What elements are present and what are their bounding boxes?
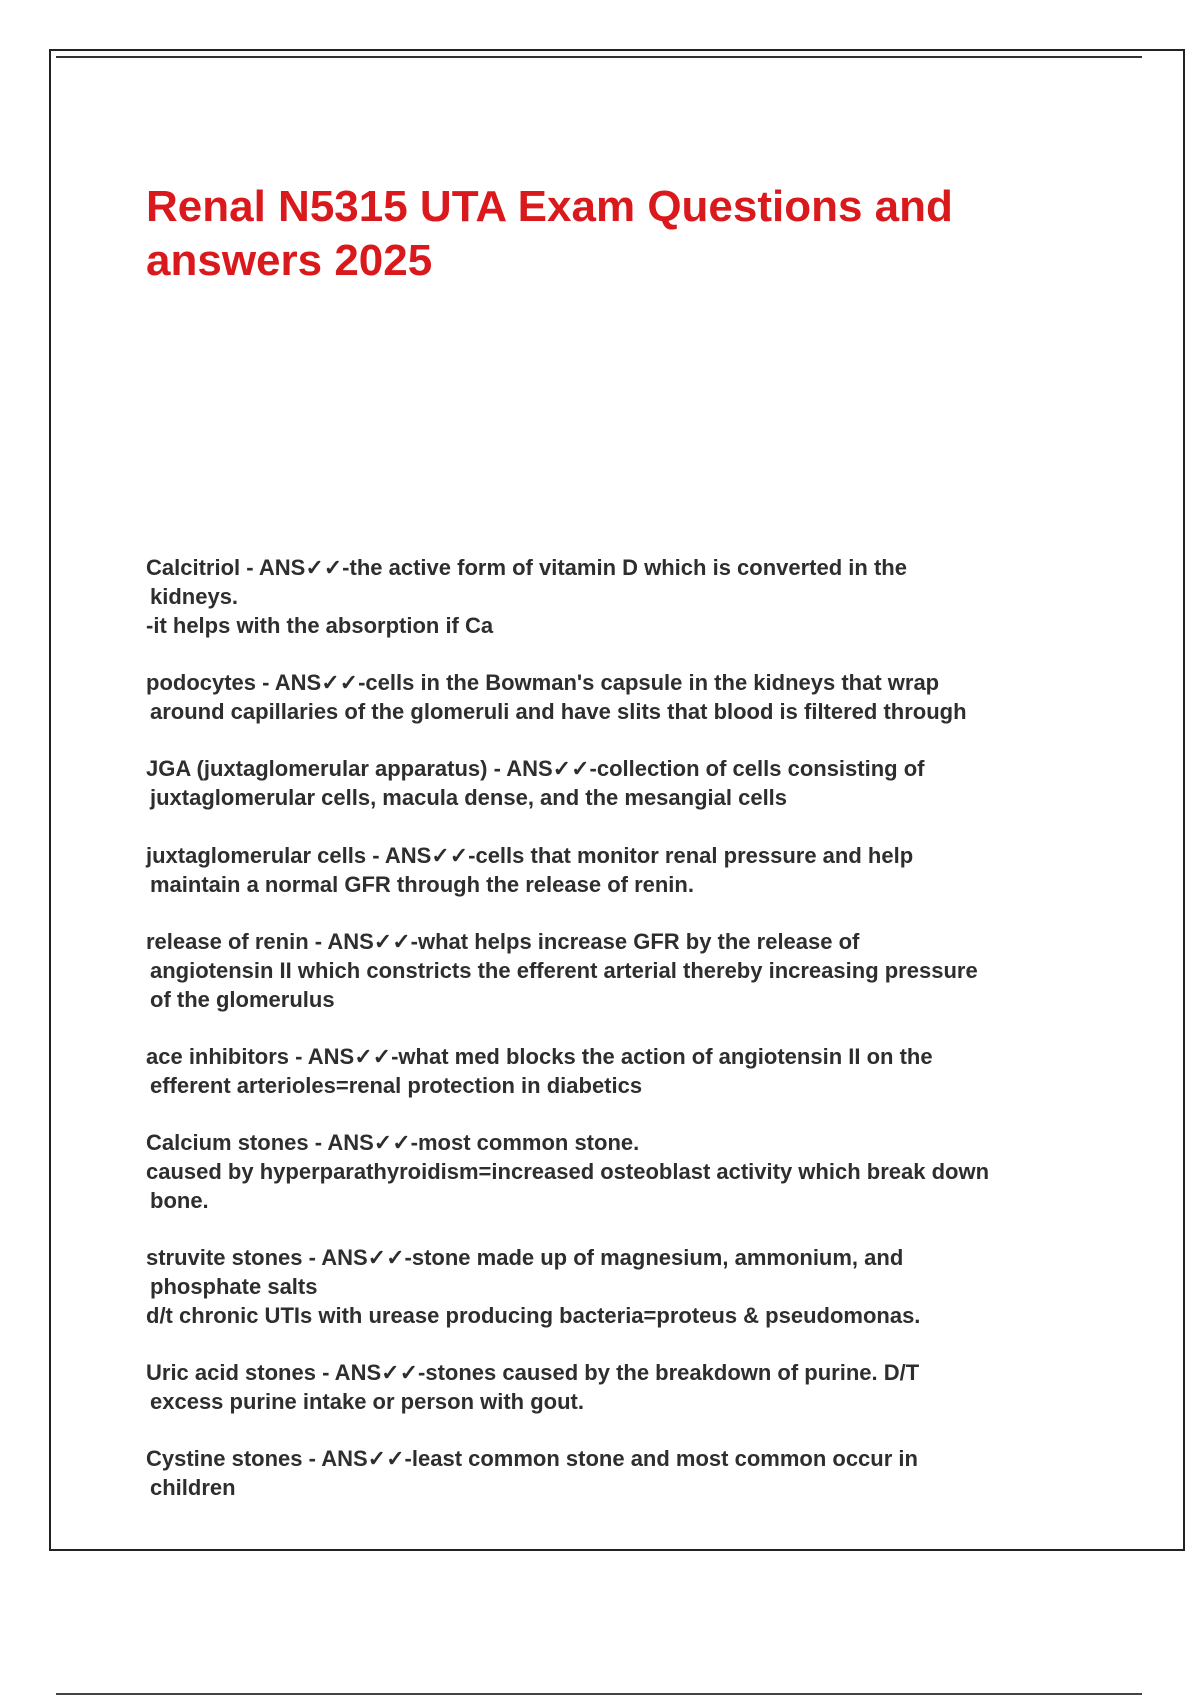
qa-line: JGA (juxtaglomerular apparatus) - ANS✓✓-collection of cells consisting of	[146, 756, 925, 781]
qa-line: Calcitriol - ANS✓✓-the active form of vitamin D which is converted in the	[146, 555, 907, 580]
qa-item-jga	[146, 754, 1096, 812]
qa-item-juxtaglomerular-cells	[146, 841, 1096, 899]
qa-line: juxtaglomerular cells, macula dense, and the mesangial cells	[150, 785, 788, 810]
qa-line: caused by hyperparathyroidism=increased osteoblast activity which break down	[146, 1159, 990, 1184]
qa-line: ace inhibitors - ANS✓✓-what med blocks the action of angiotensin II on the	[146, 1044, 933, 1069]
qa-line: children	[150, 1475, 236, 1500]
qa-line: Calcium stones - ANS✓✓-most common stone.	[146, 1130, 640, 1155]
qa-line: -it helps with the absorption if Ca	[146, 613, 494, 638]
qa-item-struvite-stones	[146, 1243, 1096, 1330]
qa-item-cystine-stones	[146, 1444, 1096, 1502]
qa-item-calcitriol	[146, 553, 1096, 640]
qa-line: excess purine intake or person with gout.	[150, 1389, 584, 1414]
qa-line: angiotensin II which constricts the efferent arterial thereby increasing pressure	[150, 958, 978, 983]
qa-line: release of renin - ANS✓✓-what helps increase GFR by the release of	[146, 929, 860, 954]
title-line-2: answers 2025	[146, 236, 433, 285]
qa-item-calcium-stones	[146, 1128, 1096, 1215]
bottom-rule	[56, 1693, 1142, 1695]
qa-line: Cystine stones - ANS✓✓-least common stone and most common occur in	[146, 1446, 918, 1471]
document-title	[146, 180, 1076, 288]
qa-line: phosphate salts	[150, 1274, 318, 1299]
qa-line: around capillaries of the glomeruli and have slits that blood is filtered through	[150, 699, 967, 724]
qa-line: d/t chronic UTIs with urease producing bacteria=proteus & pseudomonas.	[146, 1303, 921, 1328]
qa-line: juxtaglomerular cells - ANS✓✓-cells that monitor renal pressure and help	[146, 843, 914, 868]
qa-item-podocytes	[146, 668, 1096, 726]
title-line-1: Renal N5315 UTA Exam Questions and	[146, 182, 953, 231]
qa-line: of the glomerulus	[150, 987, 335, 1012]
qa-line: Uric acid stones - ANS✓✓-stones caused by the breakdown of purine. D/T	[146, 1360, 920, 1385]
qa-item-release-of-renin	[146, 927, 1096, 1014]
qa-list	[146, 553, 1096, 1502]
qa-line: struvite stones - ANS✓✓-stone made up of magnesium, ammonium, and	[146, 1245, 904, 1270]
qa-line: maintain a normal GFR through the release of renin.	[150, 872, 694, 897]
qa-line: bone.	[150, 1188, 209, 1213]
qa-item-uric-acid-stones	[146, 1358, 1096, 1416]
qa-line: kidneys.	[150, 584, 239, 609]
qa-line: podocytes - ANS✓✓-cells in the Bowman's capsule in the kidneys that wrap	[146, 670, 940, 695]
qa-line: efferent arterioles=renal protection in diabetics	[150, 1073, 643, 1098]
qa-item-ace-inhibitors	[146, 1042, 1096, 1100]
top-rule	[56, 56, 1142, 58]
